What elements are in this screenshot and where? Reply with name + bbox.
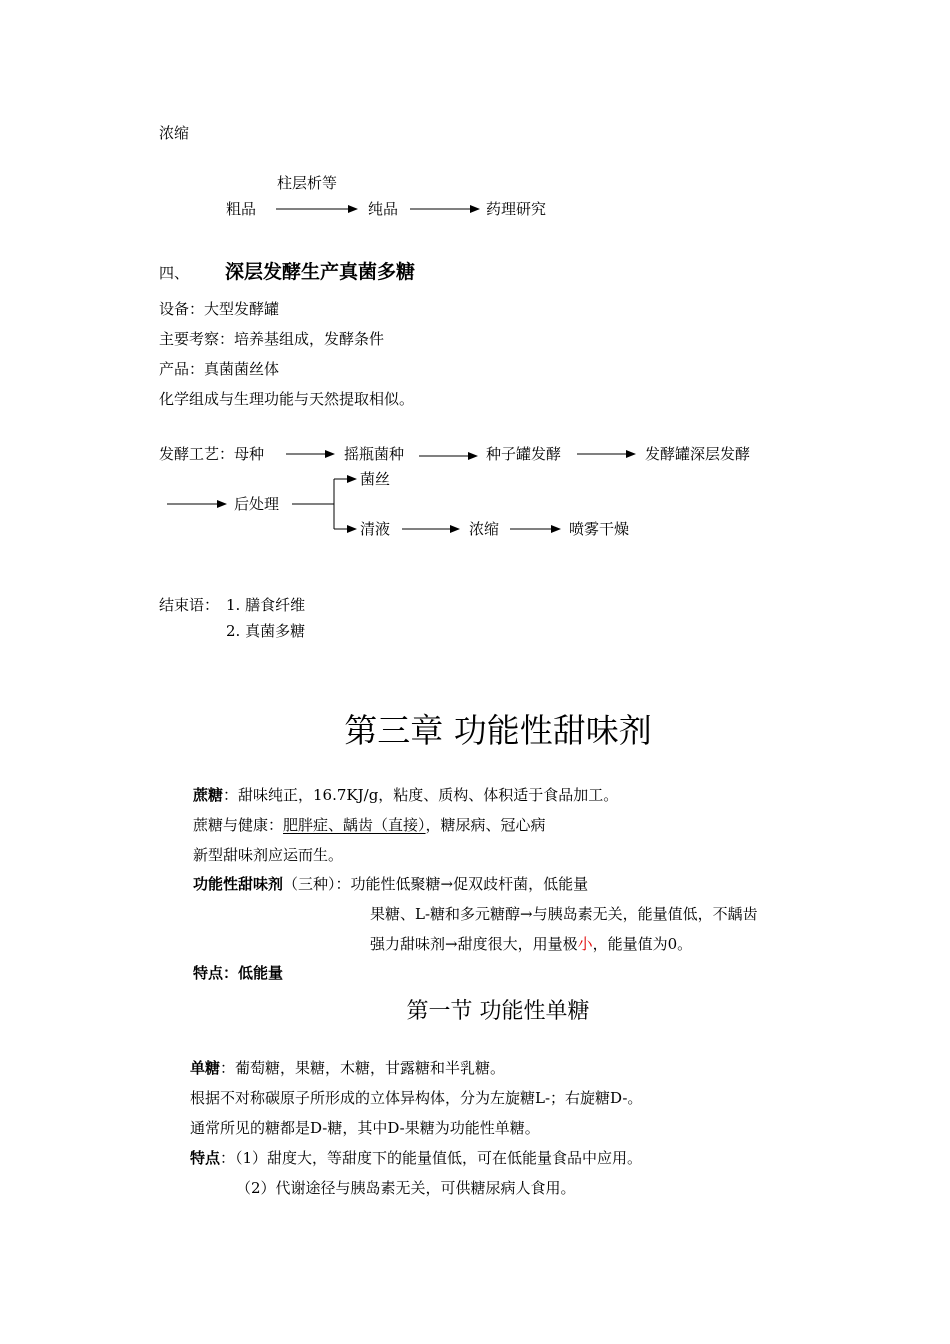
process-deep-fermentation: 发酵罐深层发酵: [645, 445, 751, 463]
conclusion-label: 结束语：: [159, 596, 220, 614]
health-label: 蔗糖与健康：: [193, 816, 284, 834]
section-number: 四、: [159, 264, 190, 282]
mono-text: ：葡萄糖，果糖，木糖，甘露糖和半乳糖。: [220, 1059, 506, 1077]
equipment-line: 设备：大型发酵罐: [159, 300, 280, 318]
sucrose-text: ：甜味纯正，16.7KJ/g，粘度、质构、体积适于食品加工。: [223, 786, 619, 804]
health-underlined: 肥胖症、龋齿（直接）: [283, 816, 426, 834]
sucrose-line: [193, 788, 618, 803]
conclusion-item-1: 1. 膳食纤维: [226, 596, 306, 614]
functional-label: 功能性甜味剂: [193, 875, 284, 893]
process-mycelium: 菌丝: [360, 470, 391, 488]
feature-1: ：（1）甜度大，等甜度下的能量值低，可在低能量食品中应用。: [220, 1149, 643, 1167]
process-shake-flask: 摇瓶菌种: [344, 445, 405, 463]
feature-line-1: [190, 1151, 642, 1166]
common-sugar-line: 通常所见的糖都是D-糖，其中D-果糖为功能性单糖。: [190, 1119, 540, 1137]
feature-line-2: （2）代谢途径与胰岛素无关，可供糖尿病人食用。: [236, 1179, 576, 1197]
column-chromatography-label: 柱层析等: [277, 174, 338, 192]
chiral-line: 根据不对称碳原子所形成的立体异构体，分为左旋糖L-；右旋糖D-。: [190, 1089, 643, 1107]
pharmacology-study: 药理研究: [486, 200, 547, 218]
line3-b: ，能量值为0。: [592, 935, 693, 953]
functional-line: [193, 877, 588, 892]
health-rest: ，糖尿病、冠心病: [425, 816, 546, 834]
process-label: 发酵工艺：母种: [159, 445, 265, 463]
pure-product: 纯品: [368, 200, 399, 218]
monosaccharide-line: [190, 1061, 505, 1076]
process-spray-dry: 喷雾干燥: [569, 520, 630, 538]
chapter-title: 第三章 功能性甜味剂: [344, 711, 652, 750]
section-title: 深层发酵生产真菌多糖: [225, 261, 416, 283]
mono-label: 单糖: [190, 1059, 221, 1077]
section-1-title: 第一节 功能性单糖: [406, 999, 590, 1024]
feature-low-energy: 特点：低能量: [193, 964, 284, 982]
crude-product: 粗品: [226, 200, 257, 218]
product-line: 产品：真菌菌丝体: [159, 360, 280, 378]
functional-line-3: [370, 937, 692, 952]
functional-count: （三种）：功能性低聚糖→促双歧杆菌，低能量: [283, 875, 589, 893]
process-post-treatment: 后处理: [234, 495, 280, 513]
sucrose-label: 蔗糖: [193, 786, 224, 804]
health-line: [193, 818, 546, 833]
process-clear-liquid: 清液: [360, 520, 391, 538]
focus-line: 主要考察：培养基组成，发酵条件: [159, 330, 385, 348]
process-concentrate: 浓缩: [469, 520, 500, 538]
new-type-line: 新型甜味剂应运而生。: [193, 846, 344, 864]
feature-label: 特点: [190, 1149, 221, 1167]
conclusion-item-2: 2. 真菌多糖: [226, 622, 306, 640]
functional-line-2: 果糖、L-糖和多元糖醇→与胰岛素无关，能量值低，不龋齿: [370, 905, 758, 923]
concentrate-label: 浓缩: [159, 124, 190, 142]
process-seed-tank: 种子罐发酵: [486, 445, 562, 463]
line3-a: 强力甜味剂→甜度很大，用量极: [370, 935, 578, 953]
line3-red: 小: [577, 935, 593, 953]
composition-line: 化学组成与生理功能与天然提取相似。: [159, 390, 415, 408]
